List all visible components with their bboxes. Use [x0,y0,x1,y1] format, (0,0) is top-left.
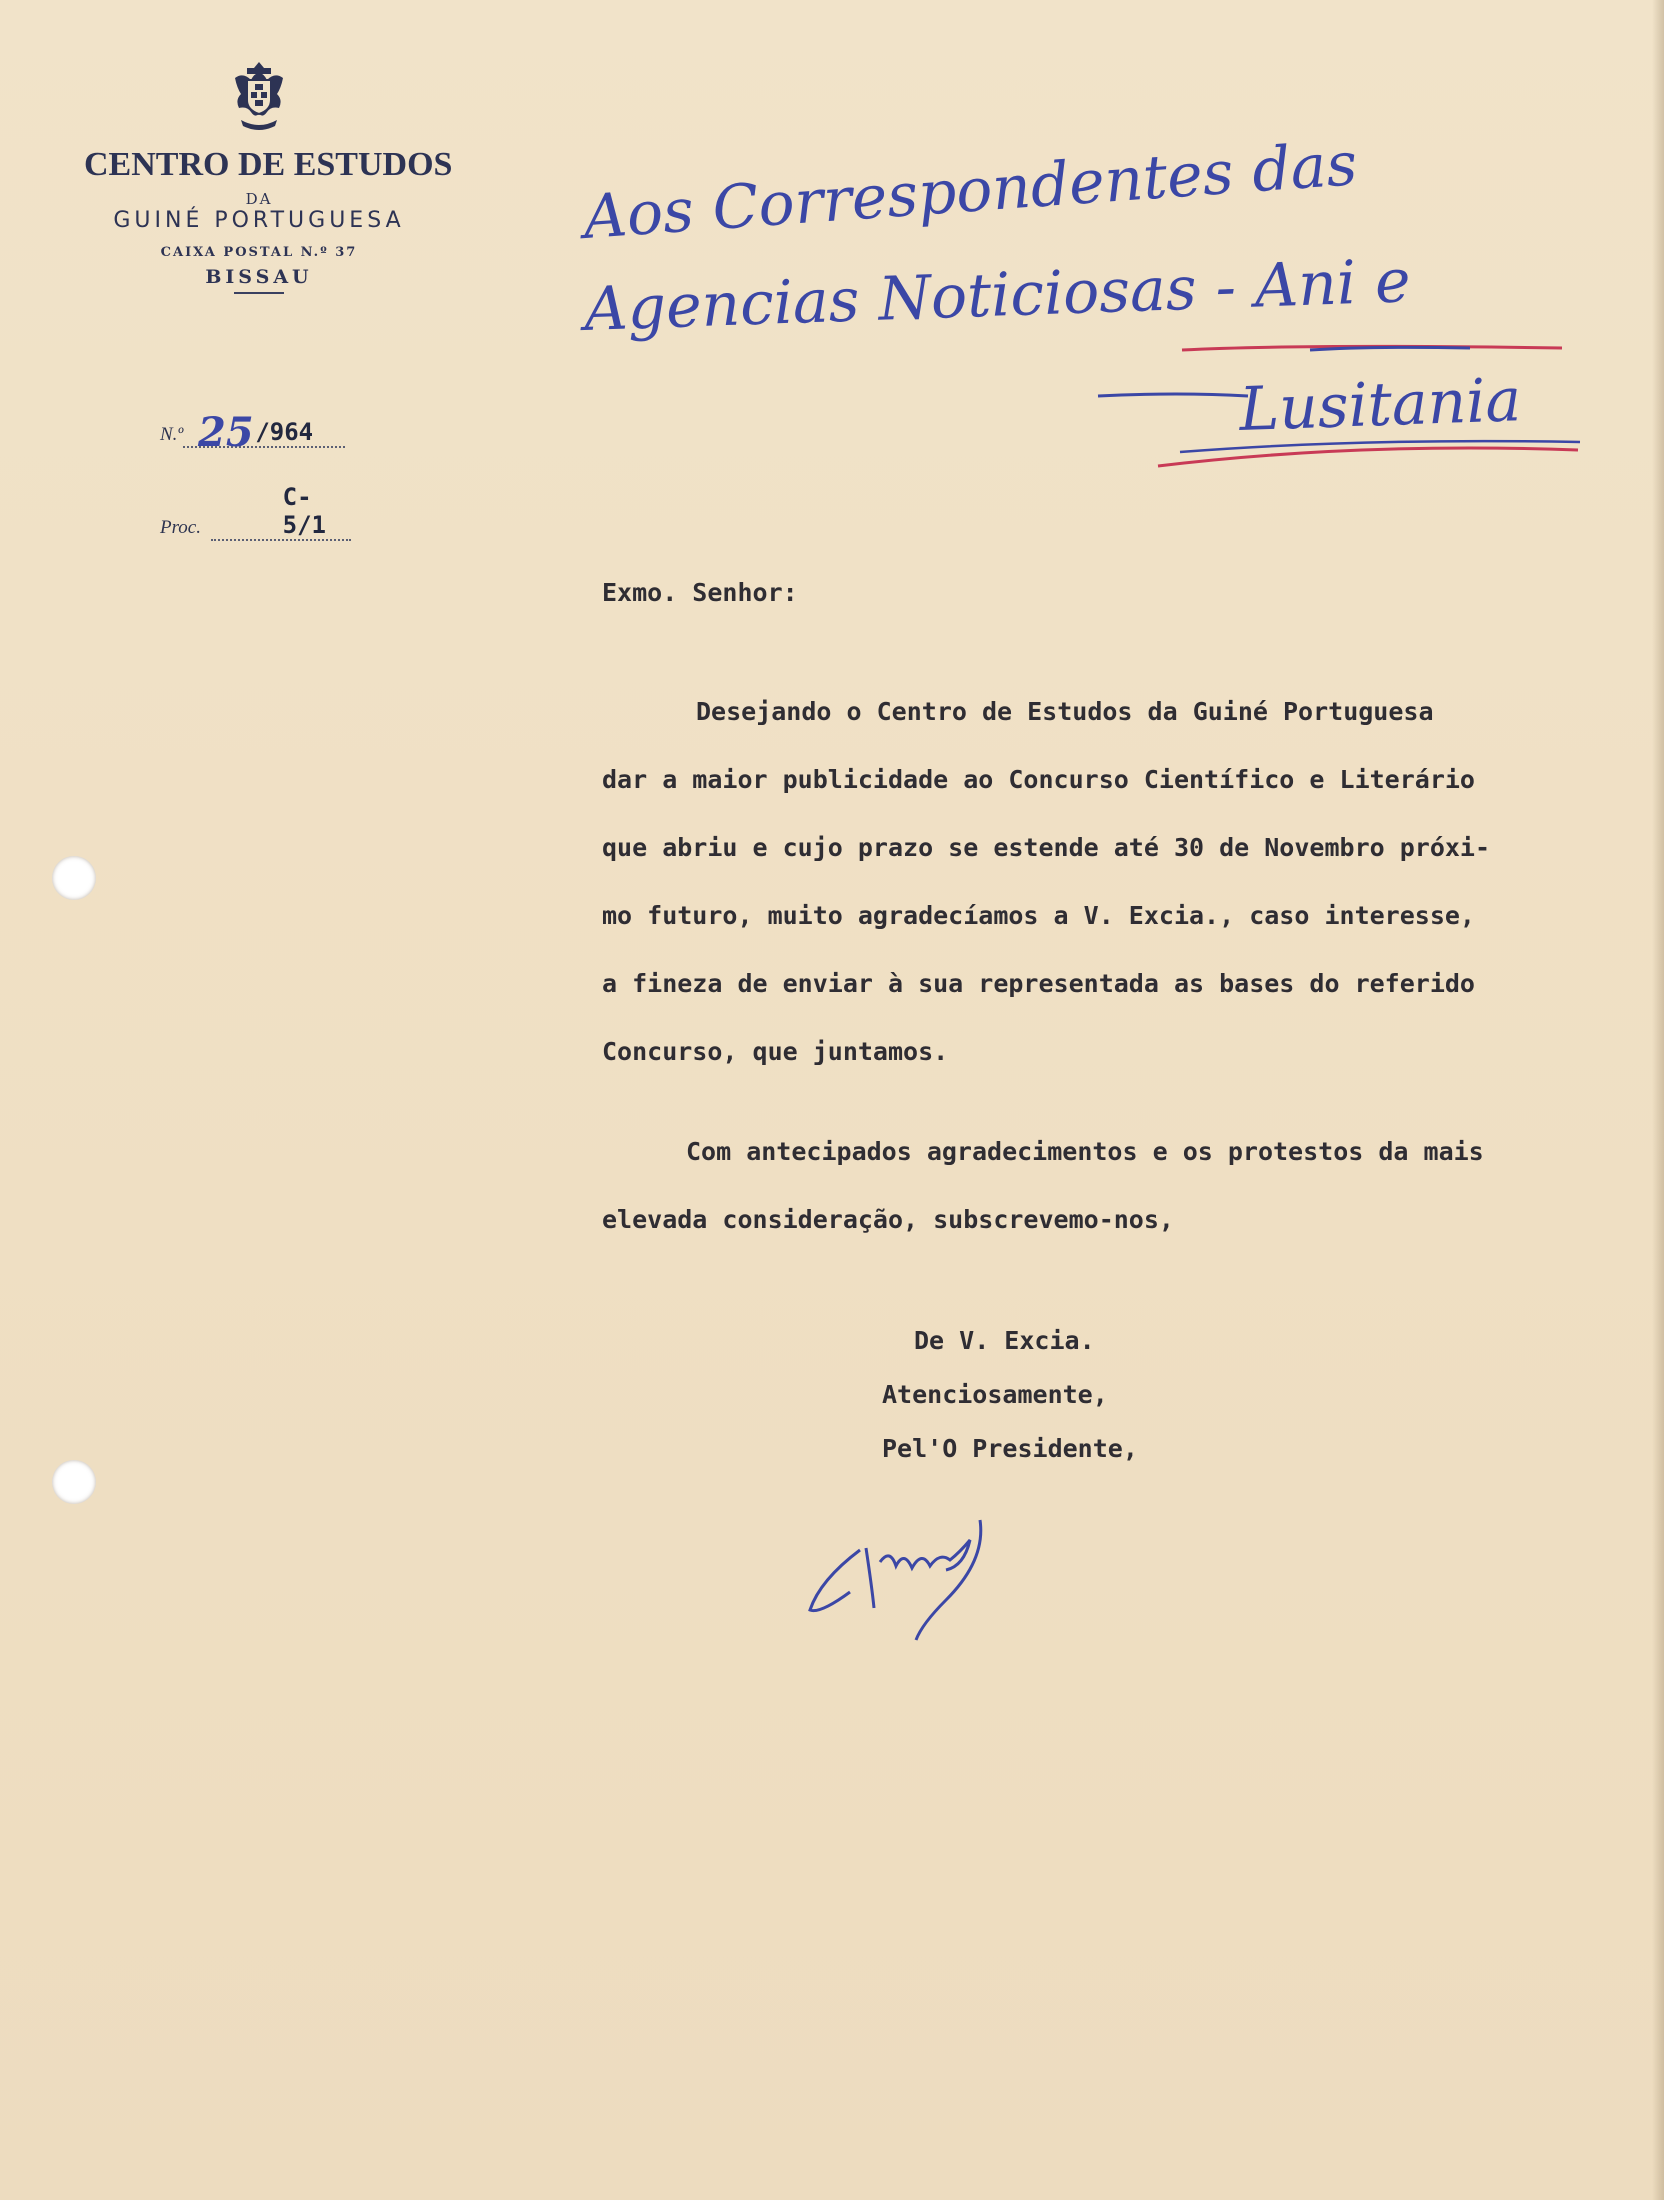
paragraph-1-line: Desejando o Centro de Estudos da Guiné Portuguesa [696,697,1434,726]
paragraph-1-line: a fineza de enviar à sua representada as bases do referido [602,969,1475,998]
closing-line: De V. Excia. [914,1326,1095,1355]
letterhead-region: GUINÉ PORTUGUESA [113,208,405,233]
paragraph-1 [602,678,1602,1086]
signature-icon [800,1490,1100,1650]
letterhead-connector: DA [245,190,273,208]
addressee-line-2: Agencias Noticiosas - Ani e [583,246,1412,345]
paragraph-1-line: que abriu e cujo prazo se estende até 30 de Novembro próxi- [602,833,1491,862]
salutation: Exmo. Senhor: [602,578,798,607]
reference-number-year: /964 [255,418,314,446]
closing-line: Atenciosamente, [882,1380,1108,1409]
paragraph-1-line: Concurso, que juntamos. [602,1037,949,1066]
blue-dash-before-name [1098,394,1248,396]
paragraph-1-line: dar a maior publicidade ao Concurso Científico e Literário [602,765,1475,794]
paragraph-2-line: elevada consideração, subscrevemo-nos, [602,1205,1174,1234]
handwritten-addressee [0,0,1664,520]
paragraph-2 [602,1118,1602,1254]
paragraph-2-line: Com antecipados agradecimentos e os protestos da mais [686,1137,1484,1166]
punch-hole-upper [52,856,96,900]
letterhead-organization: CENTRO DE ESTUDOS [84,146,453,183]
addressee-line-1: Aos Correspondentes das [581,129,1360,253]
punch-hole-lower [52,1460,96,1504]
addressee-line-3: Lusitania [1238,365,1523,445]
red-underline-lower [1158,448,1578,466]
reference-process-label: Proc. [160,517,201,538]
letterhead-city: BISSAU [205,266,313,288]
reference-number-handwritten-text: 25 [198,409,254,456]
closing-line: Pel'O Presidente, [882,1434,1138,1463]
paragraph-1-line: mo futuro, muito agradecíamos a V. Excia., caso interesse, [602,901,1475,930]
reference-process-value: C- 5/1 [211,483,351,541]
blue-underline-upper [1310,347,1470,350]
letterhead-address: CAIXA POSTAL N.º 37 [160,245,358,260]
closing-block [882,1314,1138,1476]
reference-number-label: N.º [160,424,184,445]
